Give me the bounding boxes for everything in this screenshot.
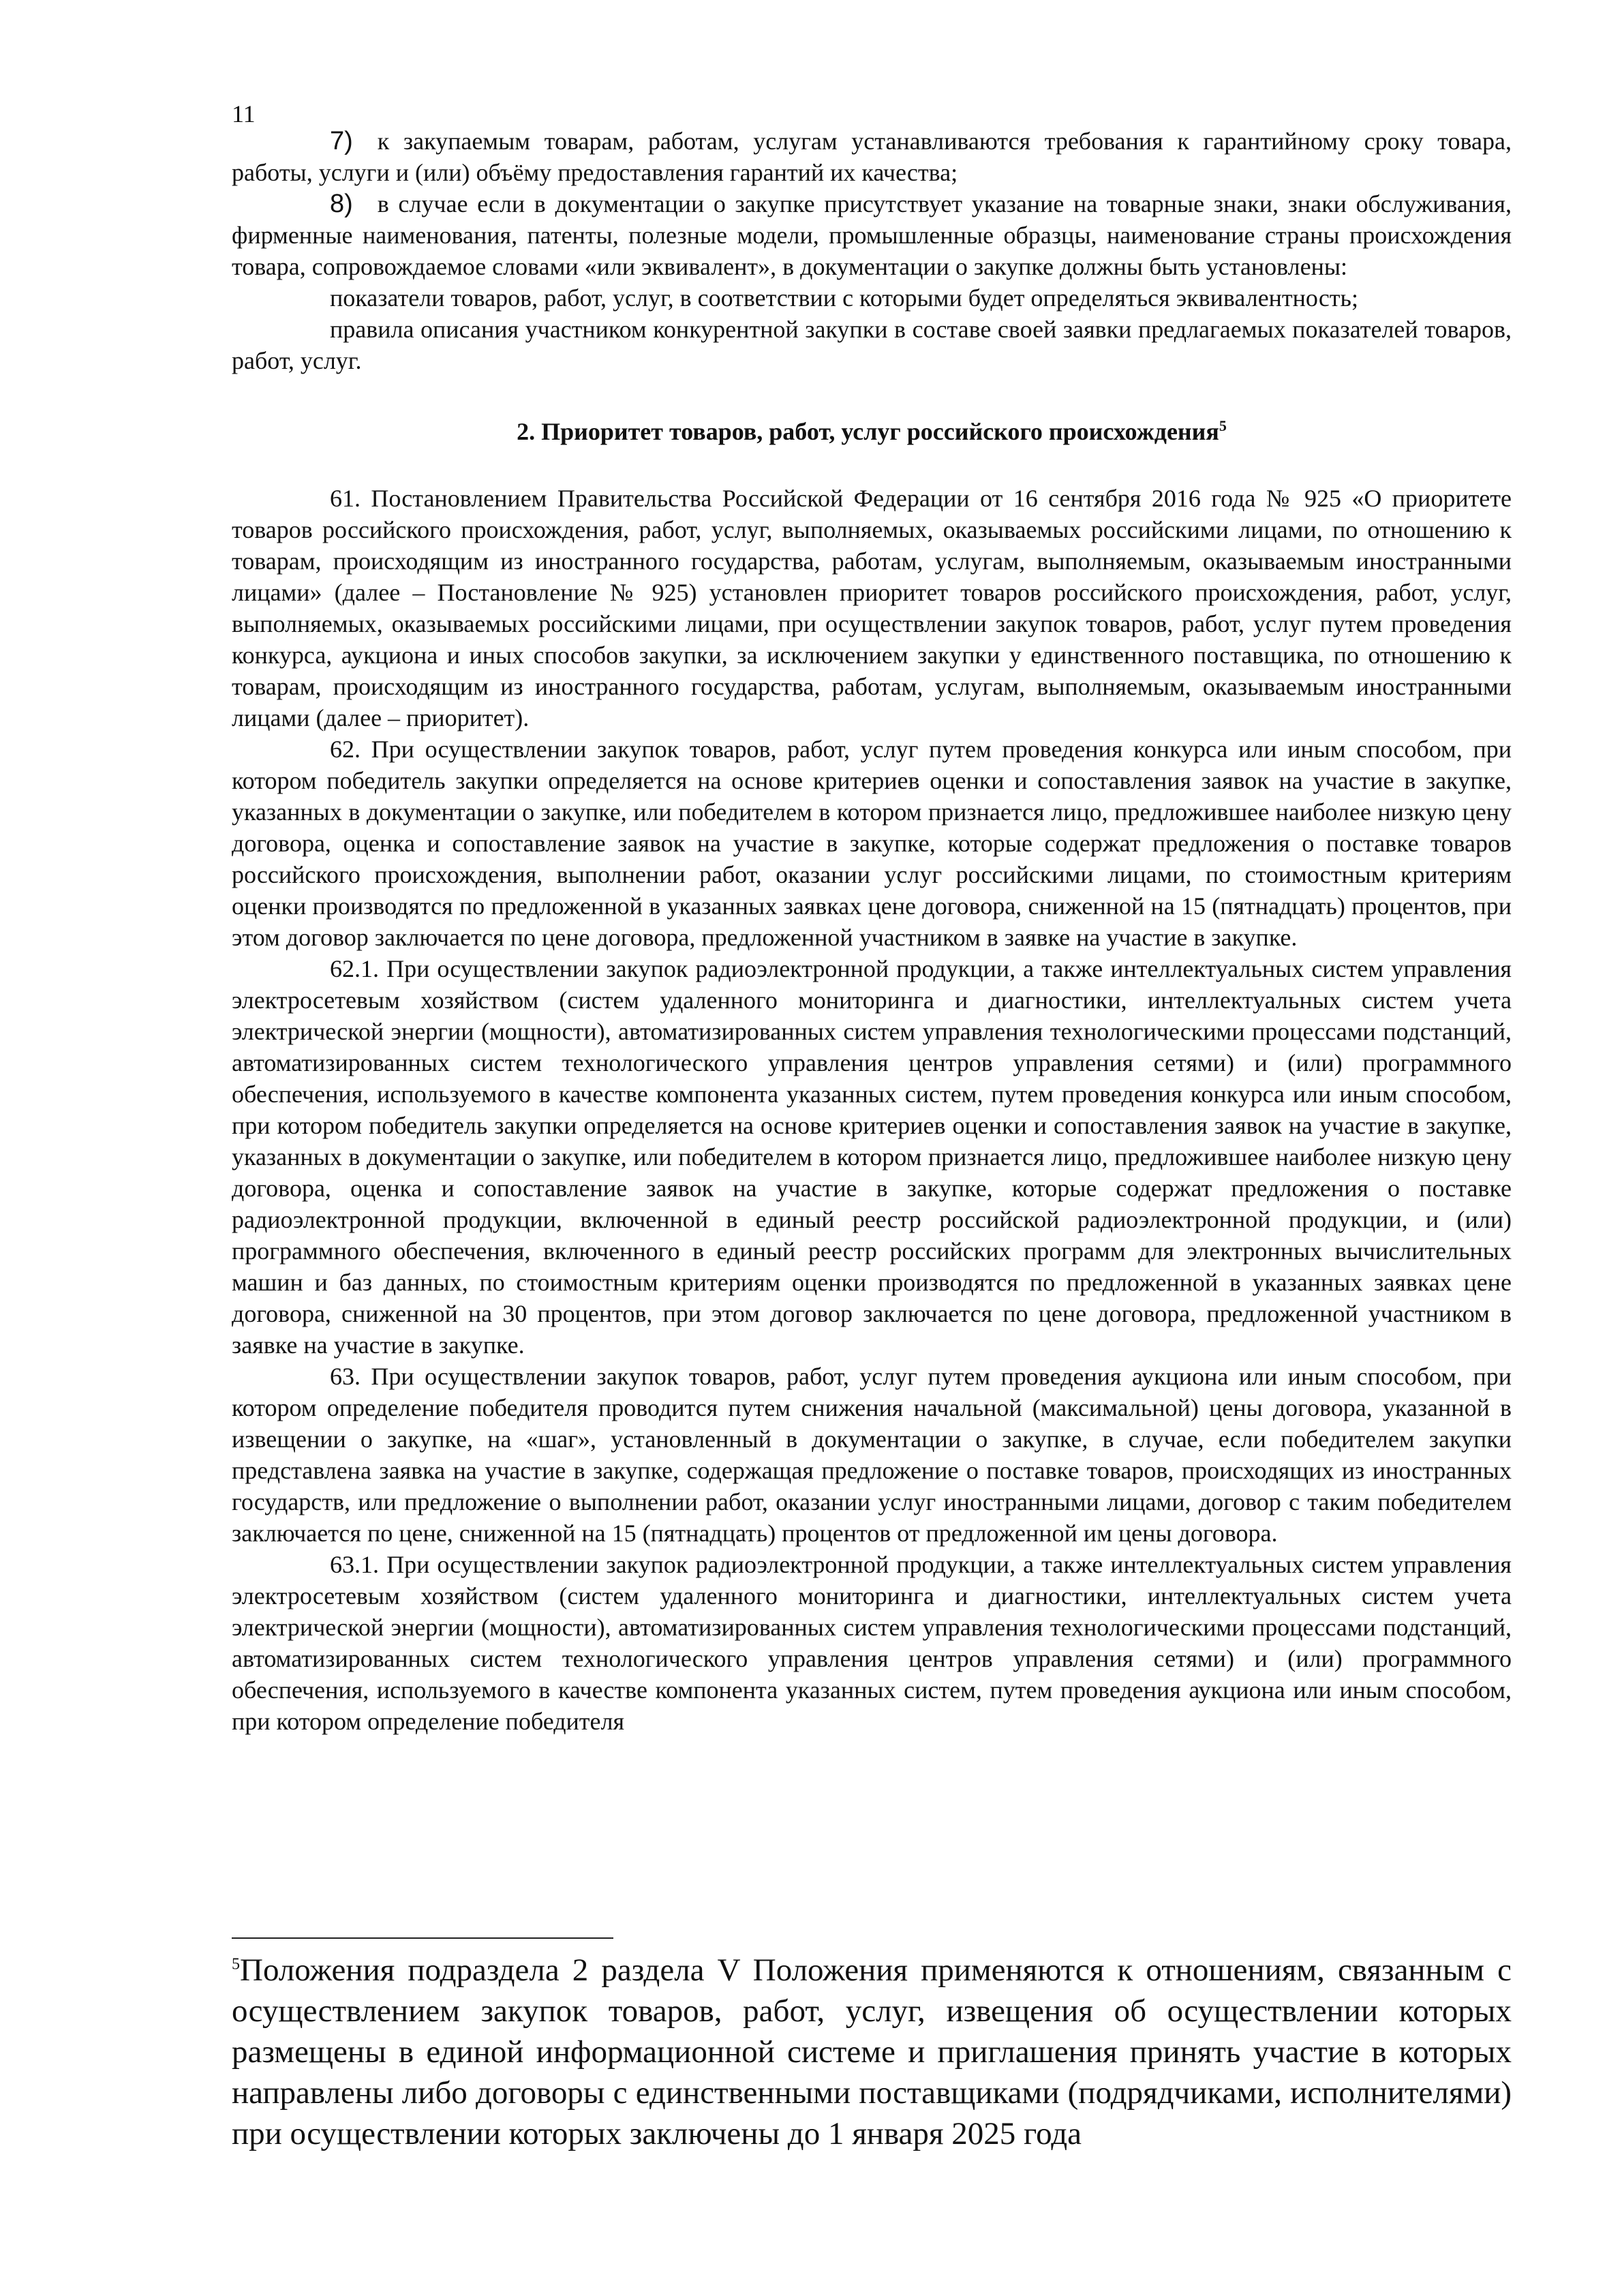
list-item-7 [232, 125, 1512, 188]
document-body [232, 125, 1512, 1737]
list-item-text: в случае если в документации о закупке присутствует указание на товарные знаки, знаки обслуживания, фирменные наименования, патенты, полезные модели, промышленные образцы, наименование страны происхождения товара, сопровождаемое словами «или эквивалент», в документации о закупке должны быть установлены: [232, 190, 1512, 280]
section-heading [232, 416, 1512, 447]
list-item-text: к закупаемым товарам, работам, услугам устанавливаются требования к гарантийному сроку товара, работы, услуги и (или) объёму предоставления гарантий их качества; [232, 127, 1512, 186]
footnote-mark: 5 [232, 1955, 240, 1974]
page-number: 11 [232, 100, 256, 127]
paragraph-63-1: 63.1. При осуществлении закупок радиоэлектронной продукции, а также интеллектуальных систем управления электросетевым хозяйством (систем удаленного мониторинга и диагностики, интеллектуальных систем учета электрической энергии (мощности), автоматизированных систем управления технологическими процессами подстанций, автоматизированных систем технологического управления центров управления сетями) и (или) программного обеспечения, используемого в качестве компонента указанных систем, путем проведения аукциона или иным способом, при котором определение победителя [232, 1551, 1512, 1735]
section-heading-text: 2. Приоритет товаров, работ, услуг российского происхождения [517, 418, 1219, 445]
paragraph-62-1: 62.1. При осуществлении закупок радиоэлектронной продукции, а также интеллектуальных систем управления электросетевым хозяйством (систем удаленного мониторинга и диагностики, интеллектуальных систем учета электрической энергии (мощности), автоматизированных систем управления технологическими процессами подстанций, автоматизированных систем технологического управления центров управления сетями) и (или) программного обеспечения, используемого в качестве компонента указанных систем, путем проведения конкурса или иным способом, при котором победитель закупки определяется на основе критериев оценки и сопоставления заявок на участие в закупке, указанных в документации о закупке, или победителем в котором признается лицо, предложившее наиболее низкую цену договора, оценка и сопоставление заявок на участие в закупке, которые содержат предложения о поставке радиоэлектронной продукции, включенной в единый реестр российской радиоэлектронной продукции, и (или) программного обеспечения, включенного в единый реестр российских программ для электронных вычислительных машин и баз данных, по стоимостным критериям оценки производятся по предложенной в указанных заявках цене договора, сниженной на 30 процентов, при этом договор заключается по цене договора, предложенной участником в заявке на участие в закупке. [232, 955, 1512, 1359]
paragraph-61: 61. Постановлением Правительства Российской Федерации от 16 сентября 2016 года № 925 «О приоритете товаров российского происхождения, работ, услуг, выполняемых, оказываемых российскими лицами, по отношению к товарам, происходящим из иностранного государства, работам, услугам, выполняемым, оказываемым иностранными лицами» (далее – Постановление № 925) установлен приоритет товаров российского происхождения, работ, услуг, выполняемых, оказываемых российскими лицами, при осуществлении закупок товаров, работ, услуг путем проведения конкурса, аукциона и иных способов закупки, за исключением закупки у единственного поставщика, по отношению к товарам, происходящим из иностранного государства, работам, услугам, выполняемым, оказываемым иностранными лицами (далее – приоритет). [232, 485, 1512, 731]
list-number: 7) [330, 127, 353, 155]
sub-item: показатели товаров, работ, услуг, в соответствии с которыми будет определяться эквивалентность; [330, 284, 1358, 312]
footnote-separator [232, 1937, 613, 1939]
list-number: 8) [330, 190, 353, 218]
paragraph-62: 62. При осуществлении закупок товаров, работ, услуг путем проведения конкурса или иным способом, при котором победитель закупки определяется на основе критериев оценки и сопоставления заявок на участие в закупке, указанных в документации о закупке, или победителем в котором признается лицо, предложившее наиболее низкую цену договора, оценка и сопоставление заявок на участие в закупке, которые содержат предложения о поставке товаров российского происхождения, выполнении работ, оказании услуг российскими лицами, по стоимостным критериям оценки производятся по предложенной в указанных заявках цене договора, сниженной на 15 (пятнадцать) процентов, при этом договор заключается по цене договора, предложенной участником в заявке на участие в закупке. [232, 736, 1512, 951]
sub-item: правила описания участником конкурентной закупки в составе своей заявки предлагаемых показателей товаров, работ, услуг. [232, 316, 1512, 374]
footnote-text: Положения подраздела 2 раздела V Положения применяются к отношениям, связанным с осуществлением закупок товаров, работ, услуг, извещения об осуществлении которых размещены в единой информационной системе и приглашения принять участие в которых направлены либо договоры с единственными поставщиками (подрядчиками, исполнителями) при осуществлении которых заключены до 1 января 2025 года [232, 1952, 1512, 2151]
paragraph-63: 63. При осуществлении закупок товаров, работ, услуг путем проведения аукциона или иным способом, при котором определение победителя проводится путем снижения начальной (максимальной) цены договора, указанной в извещении о закупке, на «шаг», установленный в документации о закупке, в случае, если победителем закупки представлена заявка на участие в закупке, содержащая предложение о поставке товаров, происходящих из иностранных государств, или предложение о выполнении работ, оказании услуг иностранными лицами, договор с таким победителем заключается по цене, сниженной на 15 (пятнадцать) процентов от предложенной им цены договора. [232, 1363, 1512, 1547]
footnote-reference: 5 [1219, 417, 1227, 434]
list-item-8 [232, 188, 1512, 282]
footnote [232, 1950, 1512, 2154]
